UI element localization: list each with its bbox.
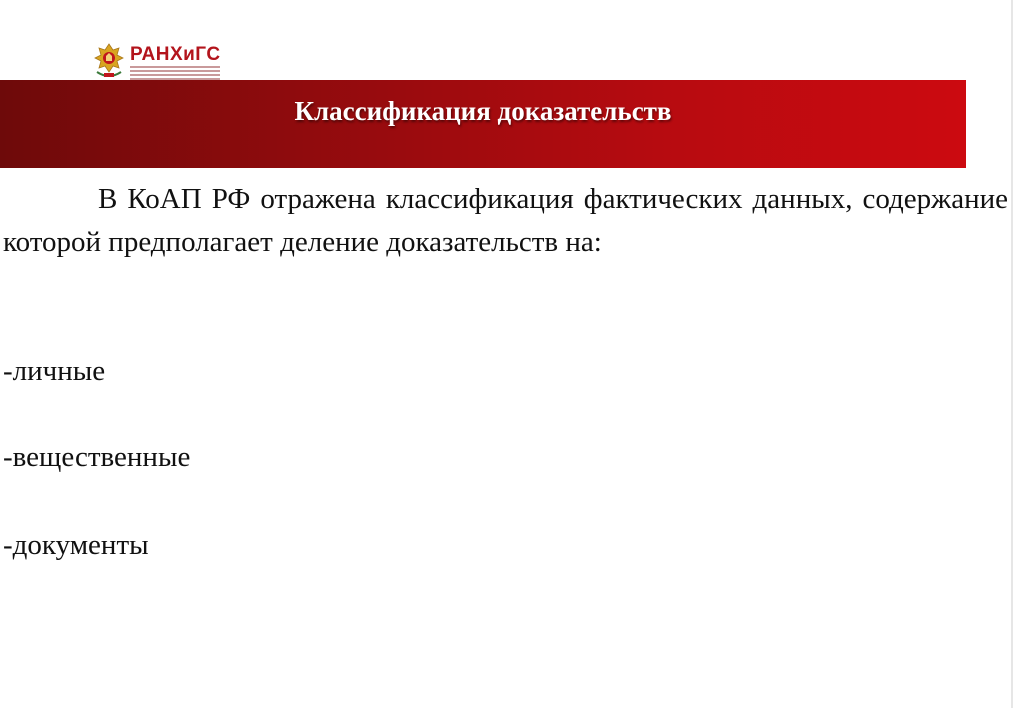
slide-edge-divider — [1011, 0, 1013, 708]
ranepa-logo — [92, 42, 222, 82]
title-band — [0, 80, 966, 168]
emblem-icon — [92, 42, 126, 80]
list-item-material: -вещественные — [3, 441, 191, 473]
slide-body — [3, 178, 1008, 561]
slide-title: Классификация доказательств — [294, 96, 672, 126]
list-item-documents: -документы — [3, 529, 149, 561]
logo-wordmark: РАНХиГС — [130, 44, 221, 65]
body-paragraph: В КоАП РФ отражена классификация фактических данных, содержание которой предполагает деление доказательств на: — [3, 183, 1008, 258]
list-item-personal: -личные — [3, 355, 106, 387]
